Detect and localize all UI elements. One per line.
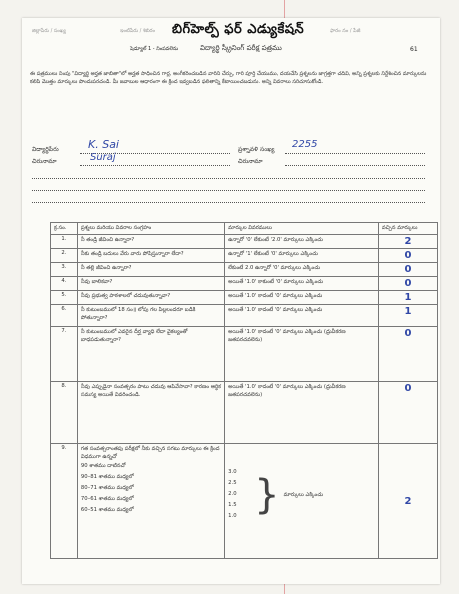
camp-label: ఇంటిపేరు / శిబిరం [120, 28, 156, 34]
row-question: గత సంవత్సరాంతపు పరీక్షలో నీకు వచ్చిన సగటు మార్కులు ఈ క్రింద విధముగా ఉన్నచో [80, 446, 220, 460]
student-name-value[interactable]: K. Sai [88, 138, 119, 151]
student-name-label: విద్యార్థిపేరు [32, 146, 59, 153]
row-marks-grades [225, 444, 379, 559]
row-question: నీ కుటుంబములో ఎవరైన దీర్ఘ వ్యాధి లేదా వైకల్యంతో బాధపడుతున్నారా? [77, 327, 224, 382]
row-number: 4. [51, 277, 78, 291]
form-no-label: ఫారం నం / పేజీ [330, 28, 361, 34]
screening-table [50, 222, 438, 559]
table-row [51, 235, 438, 249]
row-score[interactable]: 0 [378, 249, 437, 263]
row-marks-rule: ఉన్నారో '0' లేకుంటే '2.0' మార్కులు ఎక్కించు [225, 235, 379, 249]
row-score[interactable]: 2 [378, 444, 437, 559]
address-value[interactable]: Suraj [90, 152, 116, 163]
row-marks-rule: అయితే '1.0' కాకుంటే '0' మార్కులు ఎక్కించు [225, 277, 379, 291]
blank-line-1 [32, 178, 425, 179]
table-row [51, 249, 438, 263]
address2-label: చిరునామా [238, 158, 263, 165]
grade-item: 70–61 శాతము మధ్యలో [80, 496, 134, 502]
row-number: 6. [51, 305, 78, 327]
grade-item: 90–81 శాతము మధ్యలో [80, 474, 134, 480]
table-header-row [51, 223, 438, 235]
row-question: నీ తండ్రి జీవించి ఉన్నారా? [77, 235, 224, 249]
grade-point: 1.5 [228, 502, 237, 508]
row-marks-rule: మార్కులు ఎక్కించు [283, 491, 324, 498]
row-number: 9. [51, 444, 78, 559]
header-serial: క్ర.సం. [51, 223, 78, 235]
blank-line-3 [32, 202, 425, 203]
table-row [51, 263, 438, 277]
grade-point: 1.0 [228, 513, 237, 519]
row-number: 5. [51, 291, 78, 305]
row-number: 1. [51, 235, 78, 249]
address-line [80, 165, 230, 166]
row-marks-rule: అయితే '1.0' కాదంటే '0' మార్కులు ఎక్కించు (ధ్రువీకరణ జతపరచవలెను) [225, 382, 379, 444]
row-marks-rule: అయితే '1.0' కాదంటే '0' మార్కులు ఎక్కించు [225, 305, 379, 327]
row-score[interactable]: 0 [378, 382, 437, 444]
table-row [51, 277, 438, 291]
row-question: నీవు ఎప్పుడైనా సంవత్సరం పాటు చదువు ఆపివేసావా? కారణం ఆర్థిక సమస్య అయితే వివరించండి. [77, 382, 224, 444]
grade-point: 3.0 [228, 469, 237, 475]
address2-line [285, 165, 425, 166]
row-score[interactable]: 1 [378, 291, 437, 305]
table-row [51, 382, 438, 444]
table-row [51, 291, 438, 305]
form-tag: షెడ్యూల్ 1 - నింపవలెను [130, 46, 179, 52]
row-question: నీకు తండ్రి బదులు వేరు వారు పోషిస్తున్నారా లేదా? [77, 249, 224, 263]
row-number: 8. [51, 382, 78, 444]
row-score[interactable]: 0 [378, 327, 437, 382]
page-number: 61 [410, 46, 418, 53]
row-question-grades [77, 444, 224, 559]
grade-list [81, 461, 221, 516]
header-score: వచ్చిన మార్కులు [378, 223, 437, 235]
form-subtitle: విద్యార్థి స్క్రీనింగ్ పరీక్ష పత్రము [200, 44, 282, 52]
district-label: జిల్లాపేరు / సంఖ్య [32, 28, 66, 34]
grade-point: 2.0 [228, 491, 237, 497]
table-row [51, 444, 438, 559]
row-marks-rule: ఉన్నారో '1' లేకుంటే '0' మార్కులు ఎక్కించు [225, 249, 379, 263]
grade-item: 80–71 శాతము మధ్యలో [80, 485, 134, 491]
row-score[interactable]: 1 [378, 305, 437, 327]
row-marks-rule: అయితే '1.0' కాదంటే '0' మార్కులు ఎక్కించు [225, 291, 379, 305]
row-number: 3. [51, 263, 78, 277]
row-marks-rule: అయితే '1.0' కాదంటే '0' మార్కులు ఎక్కించు (ధ్రువీకరణ జతపరచవలెను) [225, 327, 379, 382]
table-row [51, 305, 438, 327]
brace-glyph: } [254, 471, 280, 518]
table-row [51, 327, 438, 382]
header-marks-detail: మార్కుల వివరములు [225, 223, 379, 235]
serial-line [285, 153, 425, 154]
row-marks-rule: లేకుంటే 2.0 ఉన్నారో '0' మార్కులు ఎక్కించు [225, 263, 379, 277]
blank-line-2 [32, 190, 425, 191]
row-score[interactable]: 0 [378, 263, 437, 277]
grade-points [228, 467, 254, 522]
row-question: నీవు బాలికవా? [77, 277, 224, 291]
row-score[interactable]: 2 [378, 235, 437, 249]
row-question: నీ తల్లి జీవించి ఉన్నారా? [77, 263, 224, 277]
row-number: 7. [51, 327, 78, 382]
serial-value[interactable]: 2255 [292, 139, 318, 150]
grade-item: 90 శాతము దాటినచో [80, 463, 126, 469]
row-score[interactable]: 0 [378, 277, 437, 291]
row-question: నీవు ప్రభుత్వ పాఠశాలలో చదువుతున్నావా? [77, 291, 224, 305]
address-label: చిరునామా [32, 158, 57, 165]
grade-item: 60–51 శాతము మధ్యలో [80, 507, 134, 513]
row-question: నీ కుటుంబములో 18 సం॥ లోపు గల పిల్లలందరూ బడికి పోతున్నారా? [77, 305, 224, 327]
serial-label: ప్రశ్నావళి సంఖ్య [238, 146, 275, 153]
row-number: 2. [51, 249, 78, 263]
org-title: బిగ్‌హెల్ప్ ఫర్ ఎడ్యుకేషన్ [172, 22, 305, 37]
header-question: ప్రశ్నలు మరియు వివరాల సంగ్రహం [77, 223, 224, 235]
instructions-paragraph: ఈ పత్రములు నింపు "విద్యార్థి అర్హత జాబితా"లో అర్హత సాధించిన గార్ల, అంగీకరించబడిన వారిని చేర్చు, గారి పూర్తి చేయుము, దయచేసి ప్రశ్నలను జాగ్రత్తగా చదివి, అన్ని ప్రశ్నలకు నిర్దేశించిన మార్కులను కలిపి మొత్తం మార్కులు పొందుపరచండి. మీ జవాబుల ఆధారంగా ఈ క్రింద ఇవ్వబడిన ఫలితాన్ని కేటాయించబడును. అన్ని వివరాలు సరిచూసుకోండి. [30, 71, 427, 86]
grade-point: 2.5 [228, 480, 237, 486]
